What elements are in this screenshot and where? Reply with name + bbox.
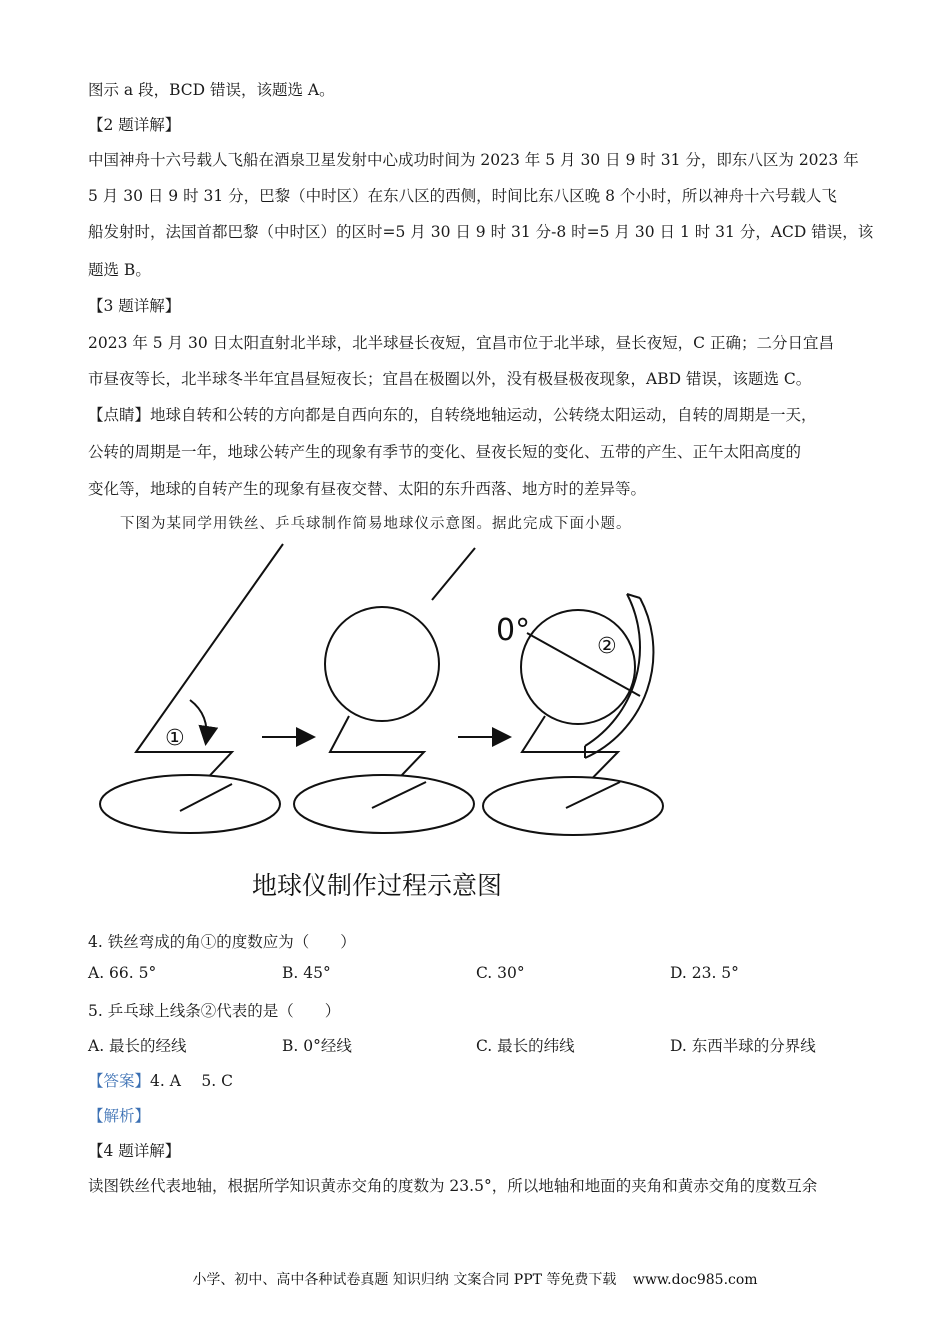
answer-text: 4. A 5. C — [150, 1072, 233, 1090]
analysis-label: 【解析】 — [88, 1107, 151, 1125]
footer-url[interactable]: www.doc985.com — [632, 1272, 758, 1288]
figure-intro: 下图为某同学用铁丝、乒乓球制作简易地球仪示意图。据此完成下面小题。 — [120, 516, 632, 532]
footer-text: 小学、初中、高中各种试卷真题 知识归纳 文案合同 PPT 等免费下载 — [192, 1272, 617, 1288]
globe-making-figure — [90, 530, 670, 920]
q4-option-a: A. 66. 5° — [88, 964, 157, 982]
paragraph-line: 市昼夜等长，北半球冬半年宜昌昼短夜长；宜昌在极圈以外，没有极昼极夜现象，ABD 错误，该题选 C。 — [88, 370, 812, 388]
page-footer — [0, 1269, 950, 1289]
question-5-stem: 5. 乒乓球上线条②代表的是（ ） — [88, 1002, 341, 1020]
line-label: ② — [597, 634, 617, 659]
paragraph-line: 公转的周期是一年，地球公转产生的现象有季节的变化、昼夜长短的变化、五带的产生、正午太阳高度的 — [88, 443, 802, 461]
paragraph-line: 【点睛】地球自转和公转的方向都是自西向东的，自转绕地轴运动，公转绕太阳运动，自转的周期是一天， — [88, 406, 817, 424]
paragraph-line: 中国神舟十六号载人飞船在酒泉卫星发射中心成功时间为 2023 年 5 月 30 日 9 时 31 分，即东八区为 2023 年 — [88, 151, 859, 169]
stage1-wire — [100, 544, 283, 833]
paragraph-line: 船发射时，法国首都巴黎（中时区）的区时=5 月 30 日 9 时 31 分-8 时=5 月 30 日 1 时 31 分，ACD 错误，该 — [88, 223, 874, 241]
q5-option-c: C. 最长的纬线 — [476, 1037, 575, 1055]
q5-option-d: D. 东西半球的分界线 — [670, 1037, 816, 1055]
section-heading: 【2 题详解】 — [88, 116, 181, 134]
section-heading: 【3 题详解】 — [88, 297, 181, 315]
q4-option-d: D. 23. 5° — [670, 964, 739, 982]
q5-option-a: A. 最长的经线 — [88, 1037, 187, 1055]
answer-label: 【答案】 — [88, 1072, 151, 1090]
paragraph-line: 读图铁丝代表地轴，根据所学知识黄赤交角的度数为 23.5°，所以地轴和地面的夹角和黄赤交角的度数互余 — [88, 1177, 818, 1195]
answer-line — [88, 1069, 233, 1091]
degree-label: 0° — [496, 613, 531, 648]
stage2-wire — [294, 548, 475, 833]
figure-caption: 地球仪制作过程示意图 — [252, 871, 503, 900]
paragraph-line: 2023 年 5 月 30 日太阳直射北半球，北半球昼长夜短，宜昌市位于北半球，昼长夜短，C 正确；二分日宜昌 — [88, 334, 834, 352]
q4-option-b: B. 45° — [282, 964, 331, 982]
angle-arrow — [190, 700, 207, 742]
section-heading: 【4 题详解】 — [88, 1142, 181, 1160]
q5-option-b: B. 0°经线 — [282, 1037, 352, 1055]
paragraph-line: 5 月 30 日 9 时 31 分，巴黎（中时区）在东八区的西侧，时间比东八区晚 8 个小时，所以神舟十六号载人飞 — [88, 187, 837, 205]
q4-option-c: C. 30° — [476, 964, 525, 982]
paragraph-line: 变化等，地球的自转产生的现象有昼夜交替、太阳的东升西落、地方时的差异等。 — [88, 480, 647, 498]
question-4-stem: 4. 铁丝弯成的角①的度数应为（ ） — [88, 933, 356, 951]
paragraph-line: 图示 a 段，BCD 错误，该题选 A。 — [88, 81, 335, 99]
paragraph-line: 题选 B。 — [88, 261, 151, 279]
angle-label: ① — [165, 726, 185, 751]
